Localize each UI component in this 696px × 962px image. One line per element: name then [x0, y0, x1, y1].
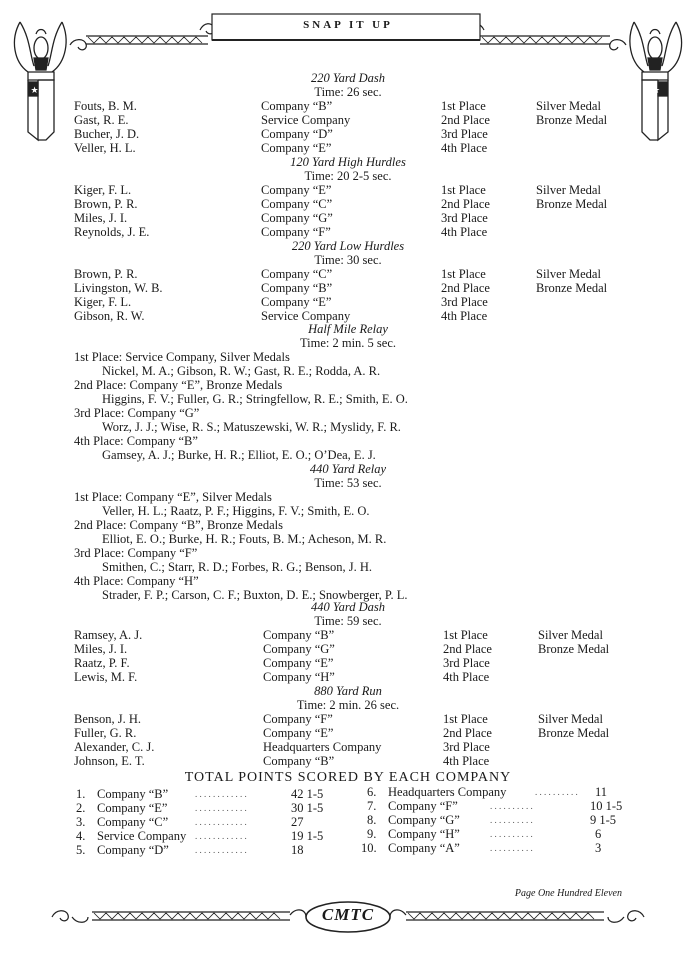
athlete-place: 2nd Place — [441, 113, 490, 127]
athlete-name: Gast, R. E. — [74, 113, 129, 127]
athlete-name: Bucher, J. D. — [74, 127, 140, 141]
total-rank: 9. — [367, 827, 377, 841]
total-leader: . . . . . . . . . . — [490, 815, 533, 825]
athlete-name: Kiger, F. L. — [74, 295, 132, 309]
athlete-name: Gibson, R. W. — [74, 309, 145, 323]
athlete-company: Company “E” — [261, 295, 332, 309]
athlete-place: 3rd Place — [441, 127, 488, 141]
event-title: 220 Yard Low Hurdles — [291, 239, 405, 253]
athlete-company: Company “G” — [263, 642, 335, 656]
relay-place: 3rd Place: Company “G” — [74, 406, 200, 420]
athlete-place: 4th Place — [441, 309, 488, 323]
total-points: 6 — [595, 827, 602, 841]
athlete-company: Company “C” — [261, 197, 333, 211]
athlete-company: Company “F” — [263, 712, 333, 726]
athlete-company: Company “G” — [261, 211, 333, 225]
total-leader: . . . . . . . . . . . . — [195, 817, 247, 827]
athlete-medal: Silver Medal — [536, 183, 601, 197]
cmtc-emblem: CMTC — [321, 905, 375, 924]
relay-time: Time: 2 min. 5 sec. — [299, 336, 397, 350]
athlete-place: 1st Place — [441, 99, 486, 113]
athlete-name: Miles, J. I. — [74, 211, 128, 225]
total-points: 19 1-5 — [291, 829, 324, 843]
total-points: 9 1-5 — [590, 813, 617, 827]
athlete-place: 1st Place — [441, 183, 486, 197]
event-title: 120 Yard High Hurdles — [290, 155, 406, 169]
total-company: Company “D” — [97, 843, 169, 857]
relay-members: Smithen, C.; Starr, R. D.; Forbes, R. G.; Benson, J. H. — [102, 560, 372, 574]
athlete-place: 2nd Place — [443, 726, 492, 740]
total-rank: 4. — [76, 829, 86, 843]
athlete-company: Headquarters Company — [263, 740, 382, 754]
athlete-place: 2nd Place — [441, 197, 490, 211]
event-title: 440 Yard Dash — [310, 600, 386, 614]
athlete-place: 4th Place — [443, 754, 490, 768]
athlete-medal: Bronze Medal — [536, 281, 608, 295]
athlete-place: 3rd Place — [443, 656, 490, 670]
athlete-company: Company “B” — [261, 99, 333, 113]
athlete-name: Johnson, E. T. — [74, 754, 145, 768]
athlete-company: Company “B” — [263, 628, 335, 642]
athlete-medal: Silver Medal — [536, 99, 601, 113]
totals-title: TOTAL POINTS SCORED BY EACH COMPANY — [184, 770, 512, 785]
relay-place: 4th Place: Company “H” — [74, 574, 199, 588]
athlete-name: Fouts, B. M. — [74, 99, 137, 113]
athlete-place: 4th Place — [443, 670, 490, 684]
athlete-company: Company “F” — [261, 225, 331, 239]
event-time: Time: 2 min. 26 sec. — [296, 698, 400, 712]
page-number: Page One Hundred Eleven — [514, 888, 622, 899]
total-leader: . . . . . . . . . . . . — [195, 803, 247, 813]
total-leader: . . . . . . . . . . — [490, 801, 533, 811]
athlete-company: Company “C” — [261, 267, 333, 281]
total-points: 18 — [291, 843, 304, 857]
total-points: 30 1-5 — [291, 801, 324, 815]
relay-place: 3rd Place: Company “F” — [74, 546, 198, 560]
total-rank: 7. — [367, 799, 377, 813]
event-time: Time: 26 sec. — [314, 85, 382, 99]
total-company: Company “F” — [388, 799, 458, 813]
athlete-medal: Bronze Medal — [536, 197, 608, 211]
total-company: Company “H” — [388, 827, 460, 841]
athlete-place: 4th Place — [441, 141, 488, 155]
relay-members: Veller, H. L.; Raatz, P. F.; Higgins, F. V.; Smith, E. O. — [102, 504, 370, 518]
athlete-company: Company “B” — [261, 281, 333, 295]
relay-members: Gamsey, A. J.; Burke, H. R.; Elliot, E. O.; O’Dea, E. J. — [102, 448, 376, 462]
athlete-name: Ramsey, A. J. — [74, 628, 143, 642]
event-time: Time: 20 2-5 sec. — [304, 169, 392, 183]
total-points: 42 1-5 — [291, 787, 324, 801]
athlete-name: Livingston, W. B. — [74, 281, 163, 295]
athlete-name: Veller, H. L. — [74, 141, 136, 155]
page-header-title: SNAP IT UP — [303, 19, 393, 31]
total-points: 11 — [595, 785, 608, 799]
total-rank: 2. — [76, 801, 86, 815]
athlete-place: 1st Place — [443, 712, 488, 726]
relay-place: 2nd Place: Company “E”, Bronze Medals — [74, 378, 283, 392]
athlete-medal: Silver Medal — [538, 712, 603, 726]
relay-title: 440 Yard Relay — [309, 462, 387, 476]
total-leader: . . . . . . . . . . — [490, 829, 533, 839]
athlete-name: Benson, J. H. — [74, 712, 142, 726]
athlete-medal: Bronze Medal — [538, 642, 610, 656]
total-rank: 3. — [76, 815, 86, 829]
event-time: Time: 30 sec. — [314, 253, 382, 267]
athlete-place: 2nd Place — [441, 281, 490, 295]
athlete-place: 2nd Place — [443, 642, 492, 656]
relay-time: Time: 53 sec. — [314, 476, 382, 490]
athlete-company: Company “B” — [263, 754, 335, 768]
athlete-name: Kiger, F. L. — [74, 183, 132, 197]
total-company: Company “B” — [97, 787, 169, 801]
event-title: 220 Yard Dash — [310, 71, 386, 85]
athlete-medal: Silver Medal — [536, 267, 601, 281]
relay-members: Worz, J. J.; Wise, R. S.; Matuszewski, W. R.; Myslidy, F. R. — [102, 420, 401, 434]
athlete-company: Company “E” — [261, 183, 332, 197]
athlete-name: Lewis, M. F. — [74, 670, 138, 684]
athlete-medal: Silver Medal — [538, 628, 603, 642]
total-rank: 5. — [76, 843, 86, 857]
total-leader: . . . . . . . . . . . . — [195, 789, 247, 799]
athlete-company: Company “E” — [263, 656, 334, 670]
athlete-name: Brown, P. R. — [74, 267, 138, 281]
relay-members: Nickel, M. A.; Gibson, R. W.; Gast, R. E.; Rodda, A. R. — [102, 364, 381, 378]
athlete-name: Raatz, P. F. — [74, 656, 130, 670]
total-company: Headquarters Company — [388, 785, 507, 799]
event-title: 880 Yard Run — [314, 684, 382, 698]
athlete-place: 4th Place — [441, 225, 488, 239]
relay-members: Elliot, E. O.; Burke, H. R.; Fouts, B. M.; Acheson, M. R. — [102, 532, 387, 546]
total-rank: 6. — [367, 785, 377, 799]
total-leader: . . . . . . . . . . . . — [195, 845, 247, 855]
total-leader: . . . . . . . . . . — [490, 843, 533, 853]
total-rank: 10. — [361, 841, 377, 855]
relay-members: Higgins, F. V.; Fuller, G. R.; Stringfellow, R. E.; Smith, E. O. — [102, 392, 408, 406]
athlete-place: 3rd Place — [441, 295, 488, 309]
total-rank: 1. — [76, 787, 86, 801]
relay-place: 1st Place: Company “E”, Silver Medals — [74, 490, 272, 504]
athlete-name: Miles, J. I. — [74, 642, 128, 656]
athlete-medal: Bronze Medal — [536, 113, 608, 127]
total-company: Company “A” — [388, 841, 460, 855]
relay-members: Strader, F. P.; Carson, C. F.; Buxton, D. E.; Snowberger, P. L. — [102, 588, 408, 602]
athlete-company: Service Company — [261, 113, 351, 127]
total-leader: . . . . . . . . . . — [535, 787, 578, 797]
athlete-name: Fuller, G. R. — [74, 726, 137, 740]
athlete-place: 1st Place — [443, 628, 488, 642]
relay-title: Half Mile Relay — [308, 322, 388, 336]
athlete-company: Company “H” — [263, 670, 335, 684]
event-time: Time: 59 sec. — [314, 614, 382, 628]
athlete-company: Company “E” — [263, 726, 334, 740]
athlete-place: 1st Place — [441, 267, 486, 281]
total-company: Company “C” — [97, 815, 169, 829]
total-company: Service Company — [97, 829, 187, 843]
total-points: 10 1-5 — [590, 799, 623, 813]
athlete-medal: Bronze Medal — [538, 726, 610, 740]
total-rank: 8. — [367, 813, 377, 827]
athlete-company: Company “D” — [261, 127, 333, 141]
athlete-name: Brown, P. R. — [74, 197, 138, 211]
athlete-place: 3rd Place — [441, 211, 488, 225]
athlete-company: Company “E” — [261, 141, 332, 155]
total-leader: . . . . . . . . . . . . — [195, 831, 247, 841]
athlete-name: Reynolds, J. E. — [74, 225, 150, 239]
athlete-place: 3rd Place — [443, 740, 490, 754]
relay-place: 1st Place: Service Company, Silver Medals — [74, 350, 290, 364]
star-icon: ★ — [652, 85, 661, 95]
svg-text:★: ★ — [30, 85, 39, 95]
relay-place: 2nd Place: Company “B”, Bronze Medals — [74, 518, 283, 532]
total-company: Company “G” — [388, 813, 460, 827]
athlete-company: Service Company — [261, 309, 351, 323]
total-points: 27 — [291, 815, 304, 829]
athlete-name: Alexander, C. J. — [74, 740, 155, 754]
relay-place: 4th Place: Company “B” — [74, 434, 198, 448]
total-points: 3 — [595, 841, 602, 855]
total-company: Company “E” — [97, 801, 168, 815]
